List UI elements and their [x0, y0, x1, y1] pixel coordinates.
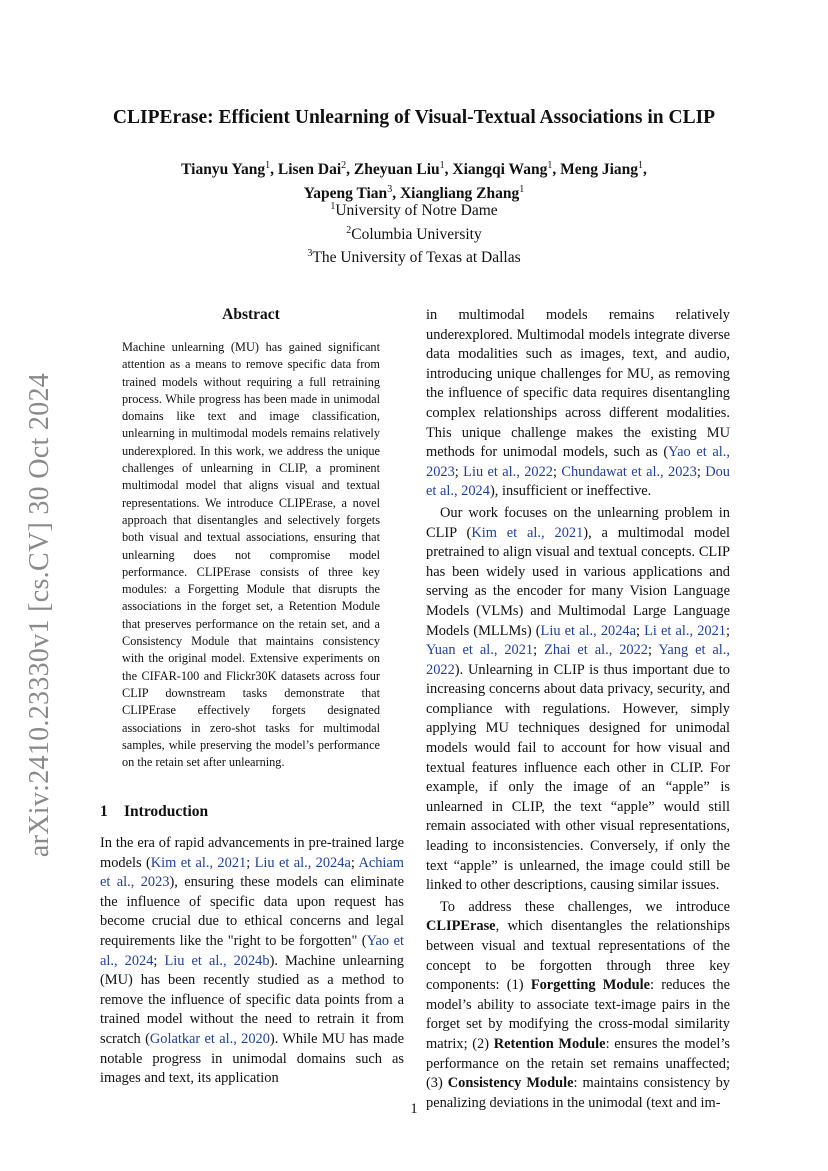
- section-heading-introduction: [100, 803, 208, 821]
- intro-paragraph-cliperase: To address these challenges, we introduce CLIPErase, which disentangles the relationships between visual and textual representations of the concept to be forgotten through three key components: (1) Forgetting Module: reduces the model’s ability to associate text-image pairs in the forget set by modifying the cross-modal similarity matrix; (2) Retention Module: ensures the model’s performance on the retain set remains unaffected; (3) Consistency Module: maintains consistency by penalizing deviations in the unimodal (text and im-: [426, 898, 730, 1111]
- author-name: Xiangqi Wang: [452, 161, 548, 179]
- citation-link[interactable]: Liu et al., 2022: [463, 463, 554, 480]
- right-column: [426, 306, 730, 1113]
- citation-link[interactable]: Liu et al., 2024b: [164, 952, 270, 969]
- section-number: 1: [100, 803, 108, 820]
- author-affiliation-marker: 3: [387, 184, 393, 196]
- bold-term: Consistency Module: [447, 1075, 574, 1092]
- author-list: Tianyu Yang$^1$, Lisen Dai$^2$, Zheyuan Liu$^1$, Xiangqi Wang$^1$, Meng Jiang$^1$, Yapeng Tian$^3$, Xiangliang Zhang$^1$: [181, 160, 647, 203]
- affiliation-line: [200, 197, 628, 221]
- section-title: Introduction: [124, 803, 209, 820]
- affiliation-name: Columbia University: [351, 225, 482, 243]
- author-name: Yapeng Tian: [303, 185, 388, 203]
- bold-term: Retention Module: [493, 1035, 606, 1052]
- intro-paragraph-continued: in multimodal models remains relatively underexplored. Multimodal models integrate diverse data modalities such as images, text, and audio, introducing unique challenges for MU, as removing the influence of specific data requires disentangling complex relationships across different modalities. This unique challenge makes the existing MU methods for unimodal models, such as (Yao et al., 2023; Liu et al., 2022; Chundawat et al., 2023; Dou et al., 2024), insufficient or ineffective.: [426, 307, 730, 500]
- affiliation-name: University of Notre Dame: [335, 202, 498, 220]
- affiliation-name: The University of Texas at Dallas: [312, 249, 521, 267]
- page-number: 1: [410, 1101, 418, 1117]
- citation-link[interactable]: Zhai et al., 2022: [544, 642, 649, 659]
- author-name: Lisen Dai: [277, 161, 342, 179]
- author-affiliation-marker: 1: [519, 184, 525, 196]
- citation-link[interactable]: Kim et al., 2021: [471, 524, 584, 541]
- author-affiliation-marker: 1: [439, 160, 445, 171]
- affiliation-number: 1: [330, 201, 336, 212]
- citation-link[interactable]: Golatkar et al., 2020: [149, 1030, 270, 1047]
- bold-term: CLIPErase: [426, 918, 496, 935]
- citation-link[interactable]: Dou et al., 2024: [426, 463, 730, 500]
- author-affiliation-marker: 1: [638, 160, 644, 171]
- arxiv-identifier-stamp: arXiv:2410.23330v1 [cs.CV] 30 Oct 2024: [24, 372, 55, 858]
- affiliation-number: 2: [346, 224, 352, 236]
- author-name: Meng Jiang: [560, 161, 639, 179]
- citation-link[interactable]: Liu et al., 2024a: [254, 854, 351, 871]
- abstract-heading: Abstract: [222, 306, 280, 323]
- citation-link[interactable]: Yuan et al., 2021: [426, 642, 534, 659]
- intro-paragraph-clip: Our work focuses on the unlearning problem in CLIP (Kim et al., 2021), a multimodal model pretrained to align visual and textual concepts. CLIP has been widely used in various applications and serving as the encoder for many Vision Language Models (VLMs) and Multimodal Large Language Models (MLLMs) (Liu et al., 2024a; Li et al., 2021; Yuan et al., 2021; Zhai et al., 2022; Yang et al., 2022). Unlearning in CLIP is thus important due to increasing concerns about data privacy, security, and compliance with regulations. However, simply applying MU techniques designed for unimodal models would fail to account for how visual and textual features influence each other in CLIP. For example, if only the image of an “apple” is unlearned in CLIP, the text “apple” would still remain associated with other visual representations, leading to inconsistencies. Conversely, if only the text “apple” is unlearned, the image could still be linked to other descriptions, causing similar issues.: [426, 504, 730, 894]
- citation-link[interactable]: Chundawat et al., 2023: [561, 463, 697, 480]
- paper-title: CLIPErase: Efficient Unlearning of Visual-Textual Associations in CLIP: [112, 107, 716, 128]
- author-affiliation-marker: 1: [547, 160, 553, 171]
- author-name: Tianyu Yang: [181, 161, 266, 179]
- intro-paragraph-left: In the era of rapid advancements in pre-trained large models (Kim et al., 2021; Liu et al., 2024a; Achiam et al., 2023), ensuring these models can eliminate the influence of specific data upon request has become crucial due to ethical concerns and legal requirements like the "right to be forgotten" (Yao et al., 2024; Liu et al., 2024b). Machine unlearning (MU) has been recently studied as a method to remove the influence of specific data points from a trained model without the need to retrain it from scratch (Golatkar et al., 2020). While MU has made notable progress in unimodal domains such as images and text, its application: [100, 835, 404, 1087]
- citation-link[interactable]: Yao et al., 2023: [426, 444, 730, 480]
- author-name: Xiangliang Zhang: [399, 185, 520, 203]
- citation-link[interactable]: Kim et al., 2021: [150, 854, 247, 871]
- citation-link[interactable]: Liu et al., 2024a: [540, 622, 636, 639]
- citation-link[interactable]: Yao et al., 2024: [100, 932, 404, 969]
- author-name: Zheyuan Liu: [353, 161, 440, 179]
- citation-link[interactable]: Li et al., 2021: [644, 622, 726, 639]
- bold-term: Forgetting Module: [530, 977, 650, 994]
- citation-link[interactable]: Achiam et al., 2023: [100, 854, 404, 891]
- abstract-text: Machine unlearning (MU) has gained significant attention as a means to remove specific data from trained models without requiring a full retraining process. While progress has been made in unimodal domains like text and image classification, unlearning in multimodal models remains relatively underexplored. In this work, we address the unique challenges of unlearning in CLIP, a prominent multimodal model that aligns visual and textual representations. We introduce CLIPErase, a novel approach that disentangles and selectively forgets both visual and textual associations, ensuring that unlearning does not compromise model performance. CLIPErase consists of three key modules: a Forgetting Module that disrupts the associations in the forget set, a Retention Module that preserves performance on the retain set, and a Consistency Module that maintains consistency with the original model. Extensive experiments on the CIFAR-100 and Flickr30K datasets across four CLIP downstream tasks demonstrate that CLIPErase effectively forgets designated associations in zero-shot tasks for multimodal samples, while preserving the model’s performance on the retain set after unlearning.: [122, 340, 380, 770]
- author-affiliation-marker: 1: [265, 160, 271, 171]
- affiliation-number: 3: [307, 248, 313, 260]
- citation-link[interactable]: Yang et al., 2022: [426, 642, 730, 678]
- affiliation-line: [200, 244, 628, 268]
- author-affiliation-marker: 2: [341, 160, 347, 171]
- affiliation-line: [200, 221, 628, 245]
- affiliation-list: [200, 197, 628, 268]
